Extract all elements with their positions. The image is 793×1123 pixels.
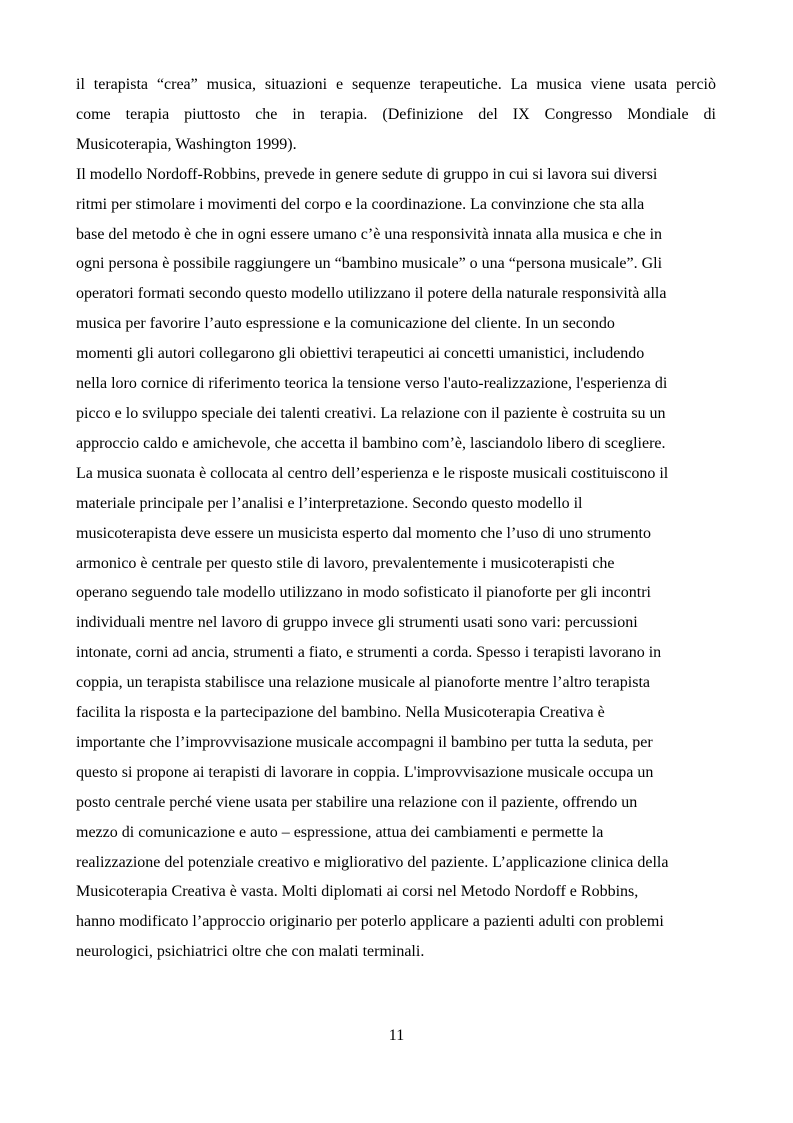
text-line: Musicoterapia, Washington 1999).	[76, 135, 297, 153]
text-line: ritmi per stimolare i movimenti del corpo e la coordinazione. La convinzione che sta alla	[76, 195, 645, 213]
text-line: questo si propone ai terapisti di lavorare in coppia. L'improvvisazione musicale occupa un	[76, 763, 654, 781]
page-body	[76, 70, 716, 967]
text-line: realizzazione del potenziale creativo e migliorativo del paziente. L’applicazione clinica della	[76, 853, 669, 871]
text-line: operatori formati secondo questo modello utilizzano il potere della naturale responsività alla	[76, 285, 667, 303]
paragraph-nordoff-robbins	[76, 160, 716, 967]
text-line: momenti gli autori collegarono gli obiettivi terapeutici ai concetti umanistici, includendo	[76, 345, 645, 363]
text-line: approccio caldo e amichevole, che accetta il bambino com’è, lasciandolo libero di scegliere.	[76, 434, 666, 452]
text-line: come terapia piuttosto che in terapia. (Definizione del IX Congresso Mondiale di	[76, 105, 716, 123]
text-line: materiale principale per l’analisi e l’interpretazione. Secondo questo modello il	[76, 494, 583, 512]
page-number: 11	[388, 1027, 405, 1044]
text-line: La musica suonata è collocata al centro dell’esperienza e le risposte musicali costituiscono il	[76, 464, 669, 482]
text-line: il terapista “crea” musica, situazioni e sequenze terapeutiche. La musica viene usata perciò	[76, 76, 716, 93]
text-line: operano seguendo tale modello utilizzano in modo sofisticato il pianoforte per gli incontri	[76, 584, 651, 602]
paragraph-definition	[76, 70, 716, 160]
text-line: armonico è centrale per questo stile di lavoro, prevalentemente i musicoterapisti che	[76, 554, 615, 572]
text-line: importante che l’improvvisazione musicale accompagni il bambino per tutta la seduta, per	[76, 733, 653, 751]
text-line: musica per favorire l’auto espressione e la comunicazione del cliente. In un secondo	[76, 315, 615, 333]
text-line: mezzo di comunicazione e auto – espressione, attua dei cambiamenti e permette la	[76, 823, 604, 841]
text-line: facilita la risposta e la partecipazione del bambino. Nella Musicoterapia Creativa è	[76, 704, 605, 722]
text-line: neurologici, psichiatrici oltre che con malati terminali.	[76, 943, 425, 961]
text-line: Il modello Nordoff-Robbins, prevede in genere sedute di gruppo in cui si lavora sui diversi	[76, 165, 658, 183]
text-line: hanno modificato l’approccio originario per poterlo applicare a pazienti adulti con problemi	[76, 913, 664, 931]
text-line: coppia, un terapista stabilisce una relazione musicale al pianoforte mentre l’altro terapista	[76, 674, 650, 692]
text-line: ogni persona è possibile raggiungere un “bambino musicale” o una “persona musicale”. Gli	[76, 255, 663, 273]
text-line: nella loro cornice di riferimento teorica la tensione verso l'auto-realizzazione, l'esperienza di	[76, 375, 668, 393]
text-line: base del metodo è che in ogni essere umano c’è una responsività innata alla musica e che in	[76, 225, 663, 243]
text-line: individuali mentre nel lavoro di gruppo invece gli strumenti usati sono vari: percussioni	[76, 614, 638, 632]
text-line: Musicoterapia Creativa è vasta. Molti diplomati ai corsi nel Metodo Nordoff e Robbins,	[76, 883, 639, 901]
text-line: musicoterapista deve essere un musicista esperto dal momento che l’uso di uno strumento	[76, 524, 651, 542]
text-line: posto centrale perché viene usata per stabilire una relazione con il paziente, offrendo un	[76, 793, 638, 811]
text-line: intonate, corni ad ancia, strumenti a fiato, e strumenti a corda. Spesso i terapisti lavorano in	[76, 644, 662, 662]
text-line: picco e lo sviluppo speciale dei talenti creativi. La relazione con il paziente è costruita su un	[76, 404, 666, 422]
